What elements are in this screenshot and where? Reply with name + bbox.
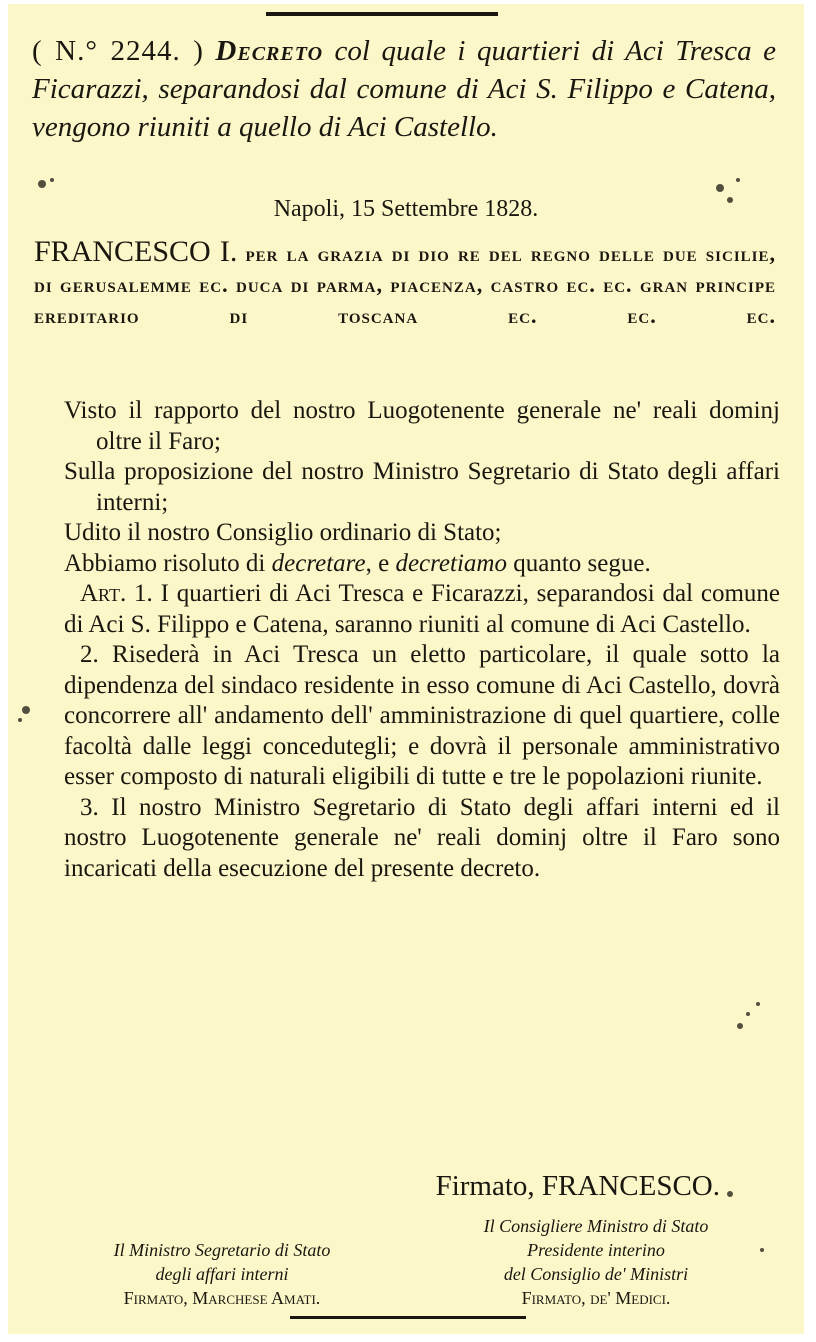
sig-left-line3: Firmato, Marchese Amati. [123, 1288, 321, 1308]
article-2: 2. Risederà in Aci Tresca un eletto particolare, il quale sotto la dipendenza del sindaco residente in esso comune di Aci Castello, dovrà concorrere all' andamento dell' amministrazione di quel quartiere, colle facoltà dalle leggi concedutegli; e dovrà il personale amministrativo esser composto di naturali eligibili di tutte e tre le popolazioni riunite. [64, 641, 780, 790]
top-rule [266, 12, 498, 16]
sig-right-line2: Presidente interino [527, 1240, 665, 1260]
paragraph-udito: Udito il nostro Consiglio ordinario di Stato; [64, 519, 502, 546]
paragraph-visto: Visto il rapporto del nostro Luogotenente generale ne' reali dominj oltre il Faro; [64, 397, 780, 455]
bottom-rule [290, 1316, 526, 1319]
decretiamo-word: decretiamo [395, 549, 507, 577]
decree-title: col quale i quartieri di Aci Tresca e Ficarazzi, separandosi dal comune di Aci S. Filippo e Catena, vengono riuniti a quello di Aci Castello. [32, 35, 776, 143]
king-titles [34, 236, 776, 331]
sig-left-line2: degli affari interni [155, 1264, 289, 1284]
paragraph-sulla: Sulla proposizione del nostro Ministro Segretario di Stato degli affari interni; [64, 458, 780, 516]
article-3: 3. Il nostro Ministro Segretario di Stato degli affari interni ed il nostro Luogotenente generale ne' reali dominj oltre il Faro sono incaricati della esecuzione del presente decreto. [64, 793, 780, 882]
dateline: Napoli, 15 Settembre 1828. [273, 196, 539, 222]
sig-right-line3: del Consiglio de' Ministri [503, 1264, 689, 1284]
quanto-segue: quanto segue. [513, 549, 651, 577]
document-page [8, 4, 804, 1334]
signature-block-left [32, 1238, 412, 1310]
article-label: Art. [80, 580, 127, 607]
comma-e: , e [365, 549, 390, 577]
decree-number: ( N.° 2244. ) [32, 35, 204, 67]
sig-left-line1: Il Ministro Segretario di Stato [113, 1240, 331, 1260]
decree-body [64, 396, 780, 884]
king-titles-text: per la grazia di dio re del regno delle due sicilie, di gerusalemme ec. duca di parma, piacenza, castro ec. ec. gran principe ereditario di toscana ec. ec. ec. [34, 241, 777, 328]
signed-francesco: Firmato, FRANCESCO. [435, 1170, 720, 1202]
sig-right-line4: Firmato, de' Medici. [521, 1288, 671, 1308]
paragraph-abbiamo [64, 549, 780, 580]
sig-right-line1: Il Consigliere Ministro di Stato [483, 1216, 709, 1236]
signature-block-right [424, 1214, 768, 1310]
king-name: FRANCESCO I. [34, 235, 238, 268]
article-1-text: 1. I quartieri di Aci Tresca e Ficarazzi, separandosi dal comune di Aci S. Filippo e Catena, saranno riuniti al comune di Aci Castello. [64, 580, 780, 638]
decree-heading [32, 32, 776, 146]
decretare-word: decretare [271, 549, 366, 577]
abbiamo-text: Abbiamo risoluto di [64, 549, 266, 577]
article-1 [64, 579, 780, 640]
decree-label: Decreto [215, 35, 324, 67]
